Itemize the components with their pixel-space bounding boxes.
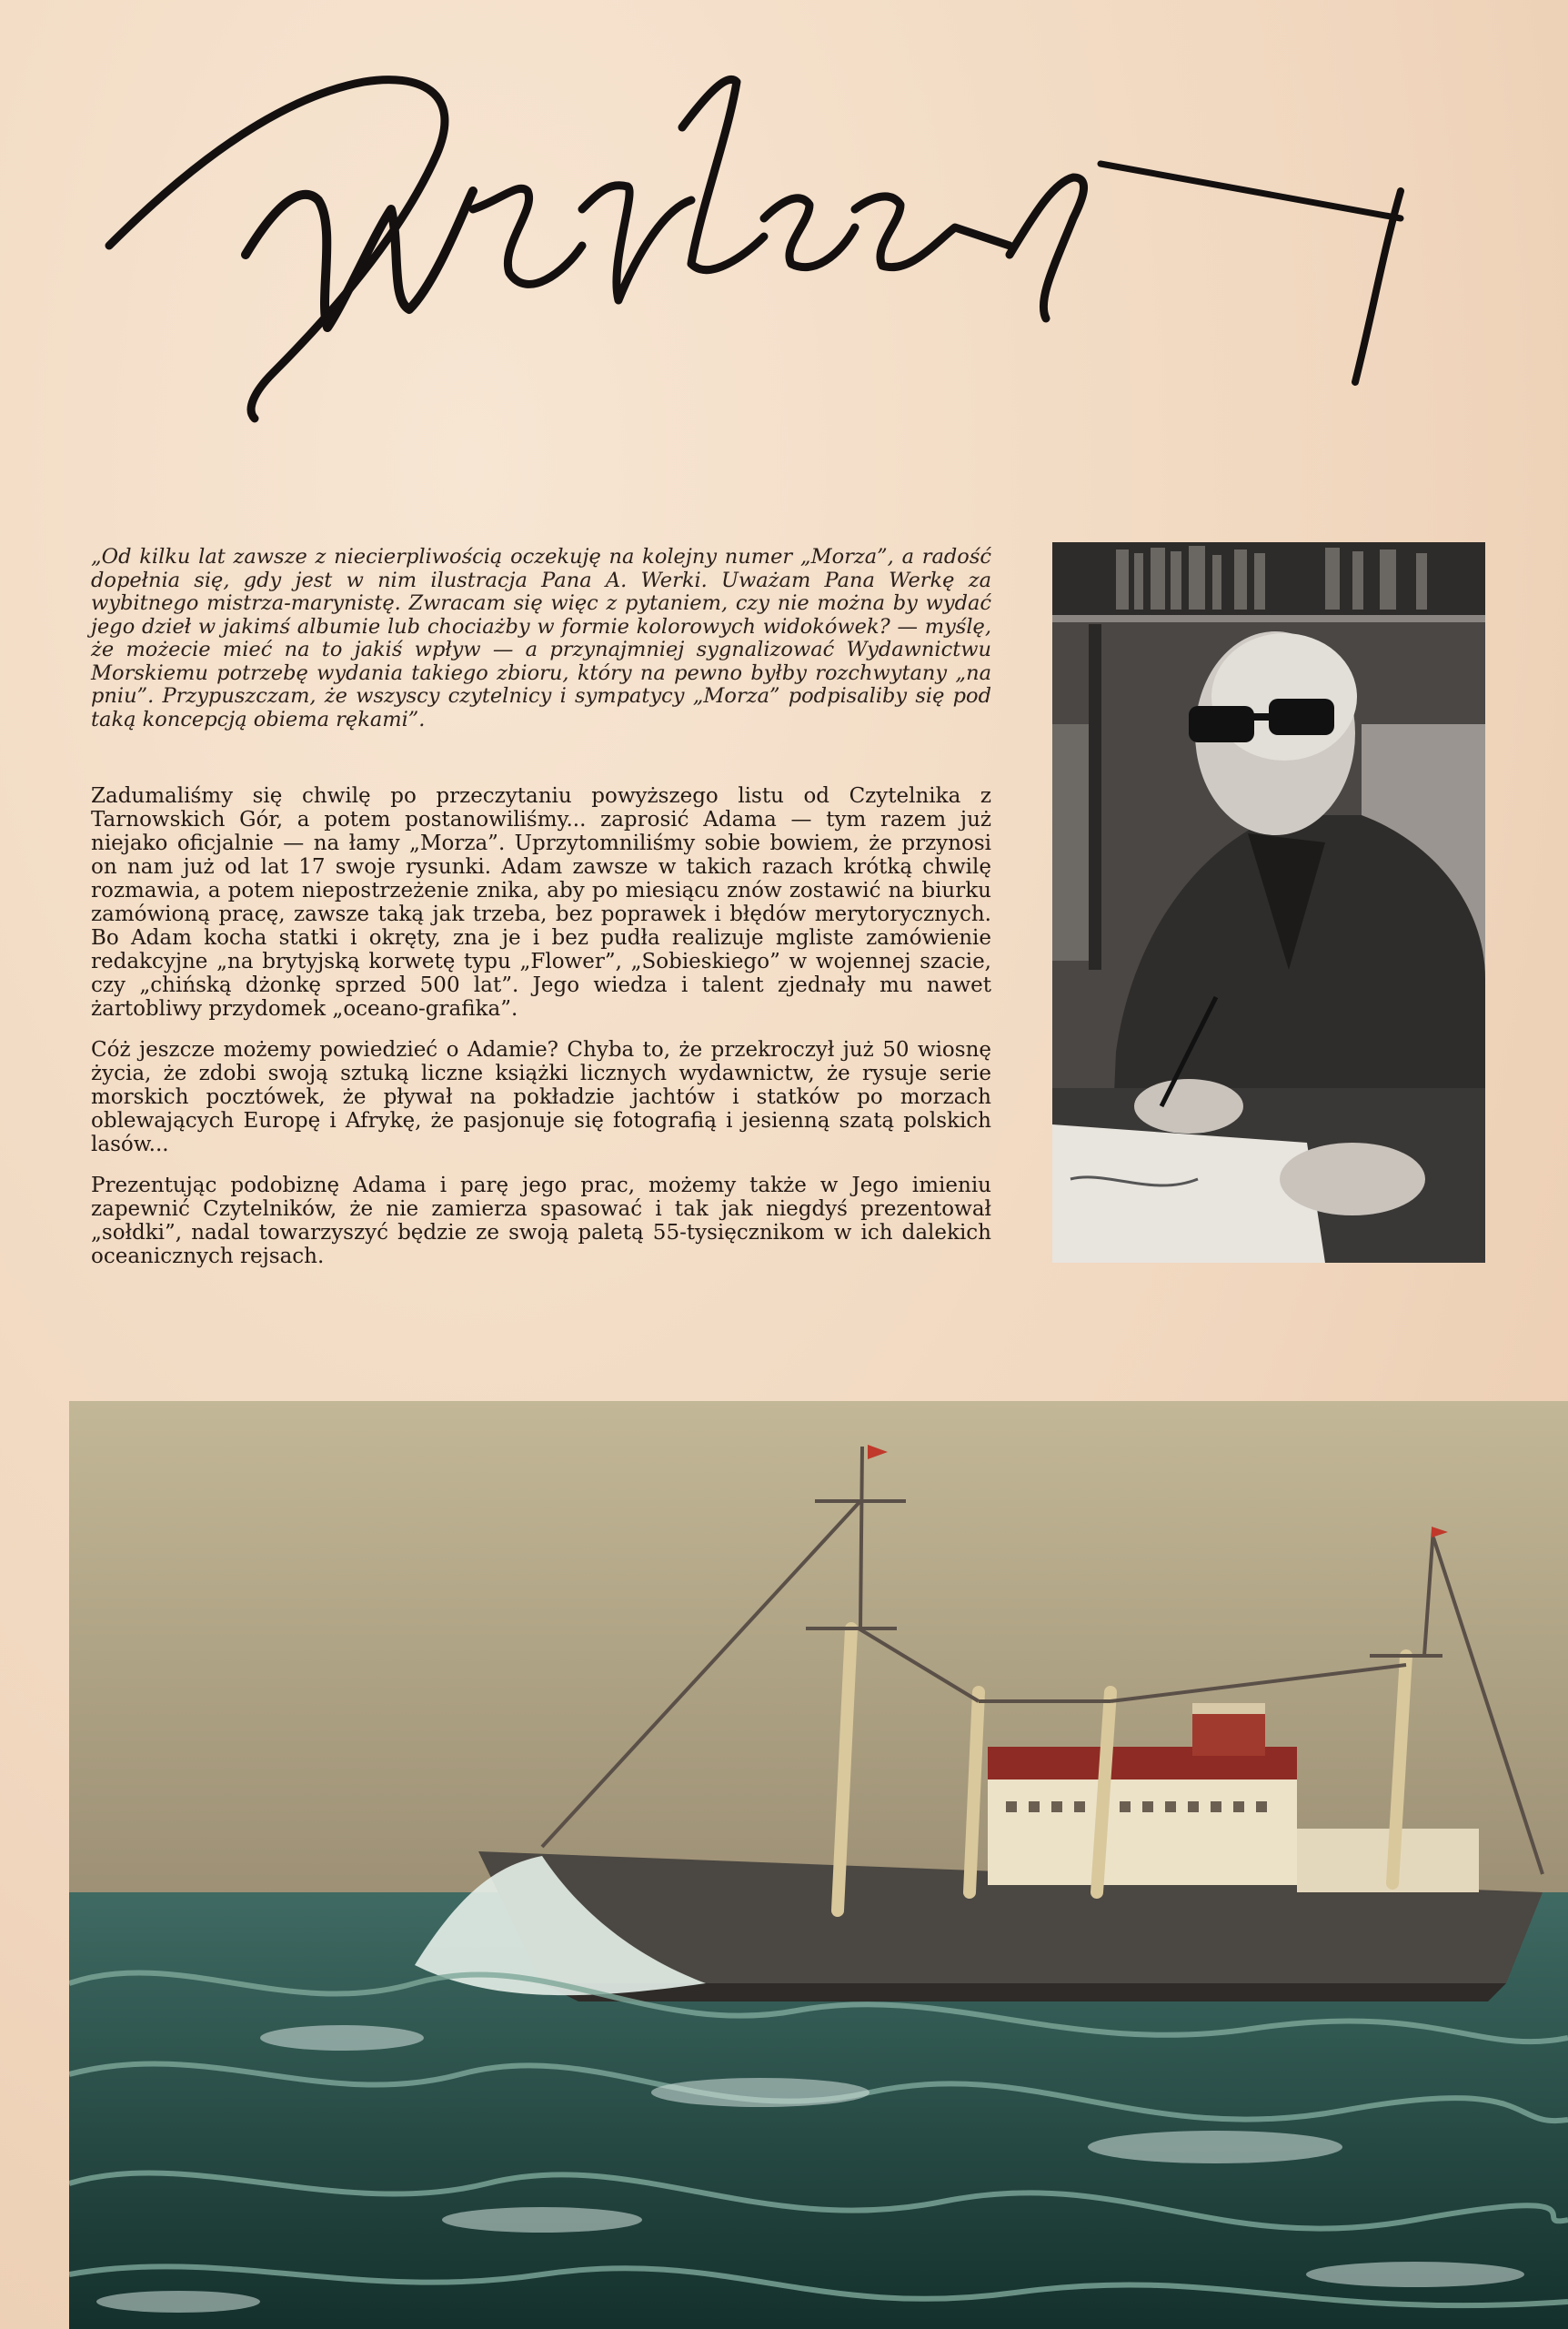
- article-paragraph-3: Prezentując podobiznę Adama i parę jego prac, możemy także w Jego imieniu zapewnić Czytelników, że nie zamierza spasować i tak jak niegdyś prezentował „sołdki”, nadal towarzyszyć będzie ze swoją paletą 55-tysięcznikom w ich dalekich oceanicznych rejsach.: [91, 1174, 991, 1268]
- article-body: [91, 784, 991, 1285]
- article-paragraph-1: Zadumaliśmy się chwilę po przeczytaniu powyższego listu od Czytelnika z Tarnowskich Gór, a potem postanowiliśmy... zaprosić Adama — tym razem już niejako oficjalnie — na łamy „Morza”. Uprzytomniliśmy sobie bowiem, że przynosi on nam już od lat 17 swoje rysunki. Adam zawsze w takich razach krótką chwilę rozmawia, a potem niepostrzeżenie znika, aby po miesiącu znów zostawić na biurku zamówioną pracę, zawsze taką jak trzeba, bez poprawek i błędów merytorycznych. Bo Adam kocha statki i okręty, zna je i bez pudła realizuje mgliste zamówienie redakcyjne „na brytyjską korwetę typu „Flower”, „Sobieskiego” w wojennej szacie, czy „chińską dżonkę sprzed 500 lat”. Jego wiedza i talent zjednały mu nawet żartobliwy przydomek „oceano-grafika”.: [91, 784, 991, 1021]
- ship-painting: [69, 1401, 1568, 2329]
- article-paragraph-2: Cóż jeszcze możemy powiedzieć o Adamie? Chyba to, że przekroczył już 50 wiosnę życia, że zdobi swoją sztuką liczne książki licznych wydawnictw, że rysuje serie morskich pocztówek, że pływał na pokładzie jachtów i statków po morzach oblewających Europę i Afrykę, że pasjonuje się fotografią i jesienną szatą polskich lasów...: [91, 1038, 991, 1156]
- reader-letter-quote: „Od kilku lat zawsze z niecierpliwością oczekuję na kolejny numer „Morza”, a radość dopełnia się, gdy jest w nim ilustracja Pana A. Werki. Uważam Pana Werkę za wybitnego mistrza-marynistę. Zwracam się więc z pytaniem, czy nie można by wydać jego dzieł w jakimś albumie lub chociażby w formie kolorowych widokówek? — myślę, że możecie mieć na to jakiś wpływ — a przynajmniej sygnalizować Wydawnictwu Morskiemu potrzebę wydania takiego zbioru, który na pewno byłby rozchwytany „na pniu”. Przypuszczam, że wszyscy czytelnicy i sympatycy „Morza” podpisaliby się pod taką koncepcją obiema rękami”.: [91, 545, 991, 731]
- artist-signature: [91, 27, 1473, 482]
- artist-portrait-photo: [1052, 542, 1485, 1263]
